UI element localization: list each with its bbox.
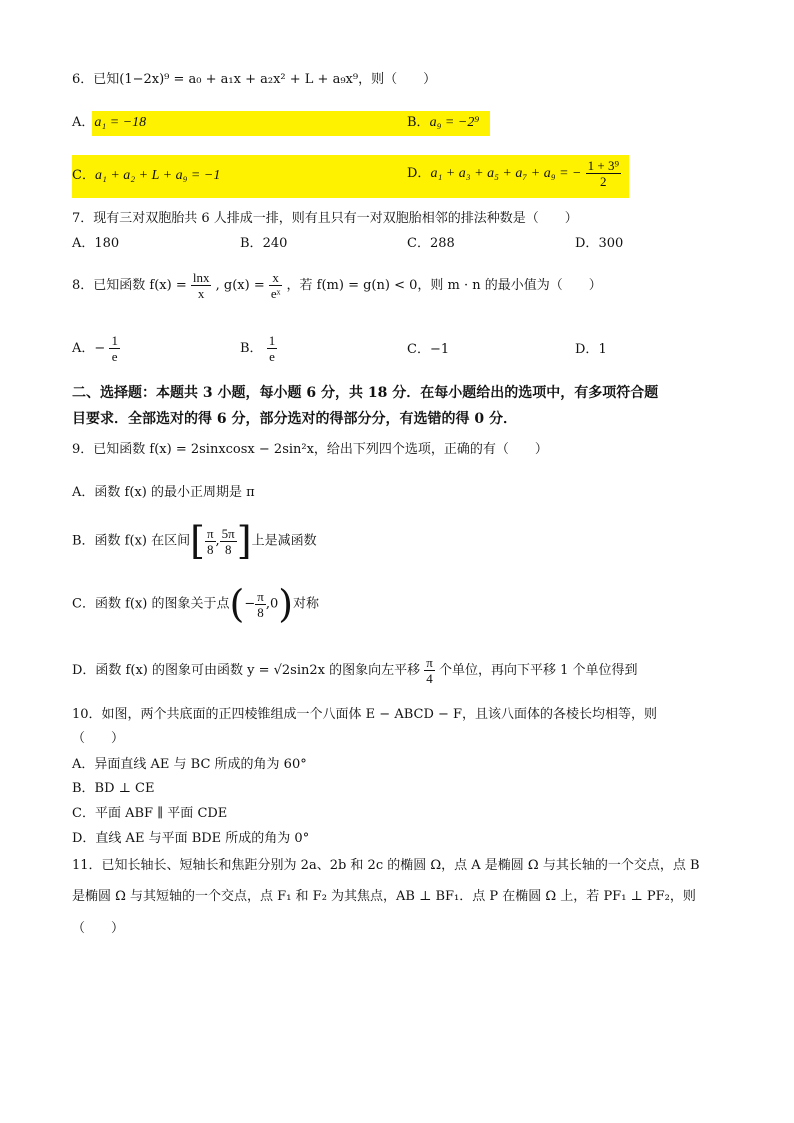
- q9-b-frac1: $\frac{\pi}{8}$: [206, 525, 214, 557]
- q8-option-d: D．1: [575, 342, 607, 357]
- q10-option-c: C．平面 ABF ∥ 平面 CDE: [72, 806, 228, 821]
- q10-stem: 10．如图，两个共底面的正四棱锥组成一个八面体 E − ABCD − F，且该八面体的各棱长均相等，则: [72, 707, 658, 722]
- q6-option-d-fraction: $\frac{\text{1 + 3⁹}}{2}$: [587, 158, 619, 189]
- q7-option-b: B．240: [240, 236, 288, 251]
- q9-option-b: B．函数 f(x) 在区间[ $\frac{\pi}{8}$ , $\frac{5\pi}{8}$ ]上是减函数: [72, 519, 317, 563]
- q8-option-c: C．−1: [407, 342, 450, 357]
- q8-option-a: A．− $\frac{1}{e}$: [72, 333, 118, 364]
- q9-b-frac2: $\frac{5\pi}{8}$: [221, 525, 235, 557]
- q11-line2: 是椭圆 Ω 与其短轴的一个交点，点 F₁ 和 F₂ 为其焦点，AB ⊥ BF₁．点 P 在椭圆 Ω 上，若 PF₁ ⊥ PF₂，则: [72, 889, 696, 904]
- q7-option-c: C．288: [407, 236, 455, 251]
- q9-stem: 9．已知函数 f(x) = 2sinxcosx − 2sin²x，给出下列四个选项，正确的有（ ）: [72, 442, 548, 457]
- q7-option-d: D．300: [575, 236, 624, 251]
- q6-option-b: B．a₉ = −2⁹: [407, 115, 480, 130]
- q10-option-d: D．直线 AE 与平面 BDE 所成的角为 0°: [72, 831, 310, 846]
- q9-d-frac: $\frac{\pi}{4}$: [426, 655, 433, 686]
- q8-f-fraction: $\frac{\ln x}{x}$: [192, 270, 210, 301]
- q8-option-a-fraction: $\frac{1}{e}$: [111, 333, 118, 364]
- q10-option-a: A．异面直线 AE 与 BC 所成的角为 60°: [72, 757, 307, 772]
- q8-option-b-fraction: $\frac{1}{e}$: [268, 333, 276, 364]
- section2-heading-line1: 二、选择题：本题共 3 小题，每小题 6 分，共 18 分．在每小题给出的选项中，有多项符合题: [72, 385, 659, 401]
- q6-option-d: D．a₁ + a₃ + a₅ + a₇ + a₉ = − $\frac{\text{1 + 3⁹}}{2}$: [407, 158, 619, 189]
- q6-option-c: C．a₁ + a₂ + L + a₉ = −1: [72, 168, 221, 183]
- q6-option-a: A．a₁ = −18: [72, 115, 147, 130]
- q8-option-b: B． $\frac{1}{e}$: [240, 333, 276, 364]
- q6-stem: 6．已知(1−2x)⁹ = a₀ + a₁x + a₂x² + L + a₉x⁹，则（ ）: [72, 72, 437, 87]
- q8-stem: 8．已知函数 f(x) = $\frac{\ln x}{x}$ , g(x) = $\frac{x}{\text{eˣ}}$ ，若 f(m) = g(n) < 0，则 m · n 的最小值为（ ）: [72, 270, 602, 301]
- q9-option-c: C．函数 f(x) 的图象关于点(− $\frac{\pi}{8}$ ,0)对称: [72, 582, 320, 626]
- q9-c-frac: $\frac{\pi}{8}$: [257, 588, 264, 620]
- q8-g-fraction: $\frac{x}{\text{eˣ}}$: [270, 270, 281, 301]
- q10-paren: （ ）: [72, 731, 125, 746]
- section2-heading-line2: 目要求．全部选对的得 6 分，部分选对的得部分分，有选错的得 0 分．: [72, 411, 517, 427]
- q7-option-a: A．180: [72, 236, 120, 251]
- q9-option-a: A．函数 f(x) 的最小正周期是 π: [72, 485, 255, 500]
- q9-option-d: D．函数 f(x) 的图象可由函数 y = √2sin2x 的图象向左平移 $\frac{\pi}{4}$ 个单位，再向下平移 1 个单位得到: [72, 655, 638, 686]
- q11-line1: 11．已知长轴长、短轴长和焦距分别为 2a、2b 和 2c 的椭圆 Ω，点 A 是椭圆 Ω 与其长轴的一个交点，点 B: [72, 858, 700, 873]
- q7-stem: 7．现有三对双胞胎共 6 人排成一排，则有且只有一对双胞胎相邻的排法种数是（ ）: [72, 211, 578, 226]
- q10-option-b: B．BD ⊥ CE: [72, 781, 155, 796]
- q11-paren: （ ）: [72, 921, 125, 936]
